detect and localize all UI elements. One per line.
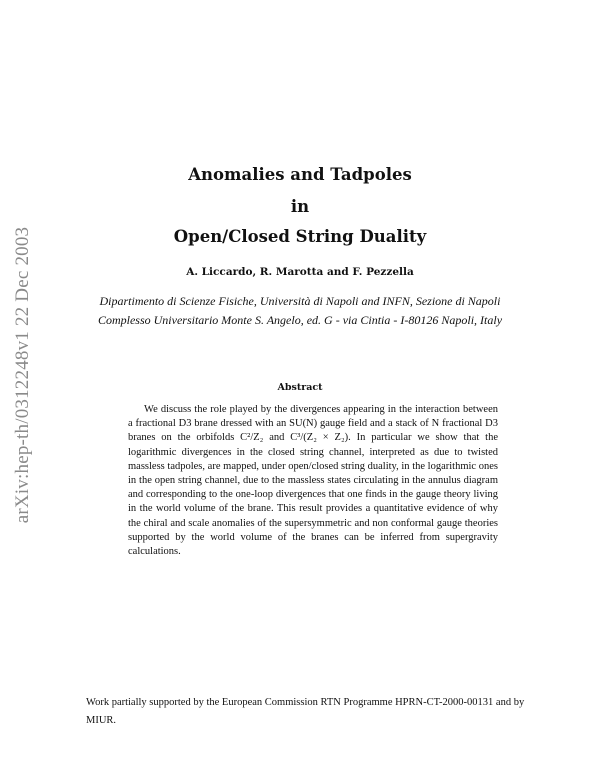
arxiv-identifier-stamp [10, 205, 36, 545]
affiliation-line-1: Dipartimento di Scienze Fisiche, Università di Napoli and INFN, Sezione di Napoli [99, 294, 501, 308]
abstract-body: We discuss the role played by the divergences appearing in the interaction between a fractional D3 brane dressed with an SU(N) gauge field and a stack of N fractional D3 branes on the orbifolds C²/Z₂ and C³/(Z₂ × Z₂). In particular we show that the logarithmic divergences in the closed string channel, interpreted as due to twisted massless tadpoles, are mapped, under open/closed string duality, in the logarithmic ones in the open string channel, due to the massless states circulating in the annulus diagram and corresponding to the one-loop divergences that one finds in the gauge theory living in the world volume of the brane. This result provides a quantitative evidence of why the chiral and scale anomalies of the supersymmetric and non conformal gauge theories supported by the world volume of the branes can be inferred from supergravity calculations. [128, 404, 498, 558]
affiliation-line-2: Complesso Universitario Monte S. Angelo, ed. G - via Cintia - I-80126 Napoli, Italy [97, 313, 503, 327]
funding-footnote: Work partially supported by the European Commission RTN Programme HPRN-CT-2000-00131 and by MIUR. [86, 697, 525, 726]
title-line-3: Open/Closed String Duality [173, 227, 427, 246]
title-line-1: Anomalies and Tadpoles [188, 165, 412, 184]
arxiv-identifier-text: arXiv:hep-th/0312248v1 22 Dec 2003 [12, 226, 33, 524]
title-line-2: in [290, 197, 310, 216]
authors: A. Liccardo, R. Marotta and F. Pezzella [186, 266, 414, 278]
abstract-heading: Abstract [277, 382, 323, 393]
